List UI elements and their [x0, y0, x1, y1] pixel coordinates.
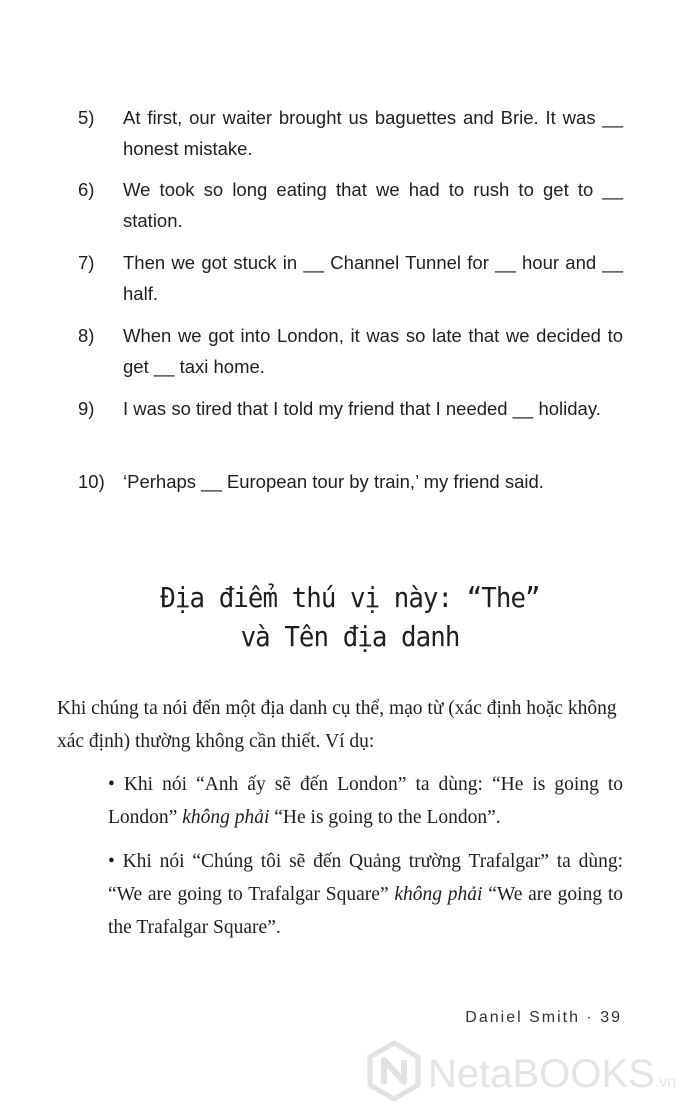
intro-paragraph: Khi chúng ta nói đến một địa danh cụ thể, mạo từ (xác định hoặc không xác định) thường không cần thiết. Ví dụ:: [57, 698, 617, 752]
exercise-number: 9): [78, 398, 95, 419]
exercise-10: [78, 466, 623, 497]
exercise-number: 5): [78, 107, 95, 128]
exercise-6: [78, 174, 623, 236]
exercise-text: At first, our waiter brought us baguettes and Brie. It was __ honest mistake.: [123, 107, 623, 159]
exercise-text: ‘Perhaps __ European tour by train,’ my friend said.: [123, 471, 544, 492]
exercise-text: When we got into London, it was so late that we decided to get __ taxi home.: [123, 325, 623, 377]
bullet-item: • Khi nói “Anh ấy sẽ đến London” ta dùng: “He is going to London” không phải “He is going to the London”.: [108, 774, 623, 828]
emphasis-text: không phải: [182, 807, 270, 828]
exercise-9: [78, 393, 623, 424]
exercise-8: [78, 320, 623, 382]
section-heading-line2: và Tên địa danh: [240, 620, 460, 653]
emphasis-text: không phải: [394, 884, 483, 905]
bullet-item: • Khi nói “Chúng tôi sẽ đến Quảng trường Trafalgar” ta dùng: “We are going to Trafalgar Square” không phải “We are going to the Trafalgar Square”.: [108, 851, 623, 938]
exercise-5: [78, 102, 623, 164]
watermark-text: NetaBOOKS.vn: [428, 1052, 677, 1096]
exercise-number: 7): [78, 252, 95, 273]
page-footer: Daniel Smith · 39: [465, 1009, 622, 1026]
netabooks-logo-icon: [366, 1040, 422, 1102]
exercise-text: I was so tired that I told my friend that I needed __ holiday.: [123, 398, 601, 419]
exercise-number: 6): [78, 179, 95, 200]
exercise-text: We took so long eating that we had to rush to get to __ station.: [123, 179, 623, 231]
exercise-number: 10): [78, 471, 105, 492]
exercise-number: 8): [78, 325, 95, 346]
exercise-7: [78, 247, 623, 309]
section-heading-line1: Địa điểm thú vị này: “The”: [160, 581, 540, 614]
watermark-logo: [366, 1040, 686, 1110]
exercise-text: Then we got stuck in __ Channel Tunnel for __ hour and __ half.: [123, 252, 623, 304]
